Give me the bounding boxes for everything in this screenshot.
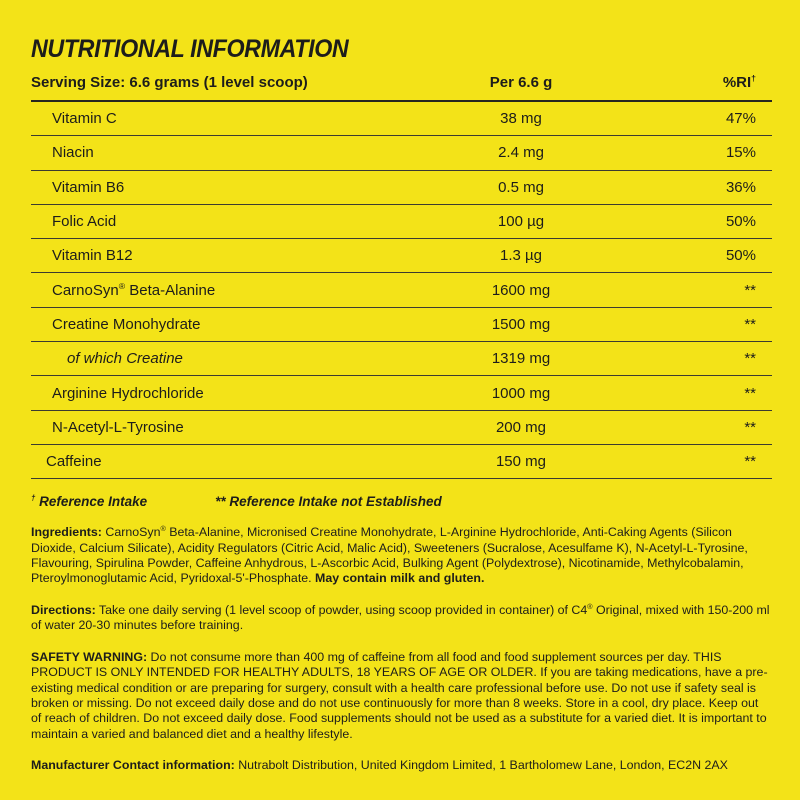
ri-column-header: %RI† [722,73,756,91]
safety-warning-label: SAFETY WARNING: [31,649,148,664]
nutrient-name: Folic Acid [52,213,117,231]
nutrient-ri: ** [744,315,756,333]
nutrient-name: Arginine Hydrochloride [52,384,204,402]
ingredients-label: Ingredients: [31,525,102,540]
serving-size-label: Serving Size: 6.6 grams (1 level scoop) [31,74,308,91]
directions-paragraph [31,603,772,634]
table-row-creatine-monohydrate [31,308,772,342]
nutrient-amount: 38 mg [500,110,542,128]
amount-column-header: Per 6.6 g [489,74,553,91]
footnote-reference-intake: † Reference Intake [31,493,148,510]
nutrient-amount: 1.3 µg [499,247,542,265]
nutrient-name: of which Creatine [67,350,183,368]
nutrient-ri: 15% [725,144,756,162]
ingredients-text: CarnoSyn® Beta-Alanine, Micronised Creatine Monohydrate, L-Arginine Hydrochloride, Anti-Caking Agents (Silicon Dioxide, Calcium Silicate), Acidity Regulators (Citric Acid, Malic Acid), Sweeteners (Sucralose, Acesulfame K), N-Acetyl-L-Tyrosine, Flavouring, Spirulina Powder, Caffeine Anhydrous, L-Ascorbic Acid, Bulking Agent (Polydextrose), Nicotinamide, Methylcobalamin, Pteroylmonoglutamic Acid, Pyridoxal-5'-Phosphate. [31,524,748,586]
ingredients-paragraph [31,525,772,587]
nutrient-ri: 36% [725,178,756,196]
table-row-folic-acid [31,205,772,239]
safety-warning-text: Do not consume more than 400 mg of caffeine from all food and food supplement sources per day. THIS PRODUCT IS ONLY INTENDED FOR HEALTHY ADULTS, 18 YEARS OF AGE OR OLDER. If you are taking medications, have a pre-existing medical condition or are preparing for surgery, consult with a health care professional before use. Do not use if safety seal is broken or missing. Do not exceed daily dose and do not use continuously for more than 8 weeks. Store in a cool, dry place. Keep out of reach of children. Do not exceed daily dose. Food supplements should not be used as a substitute for a varied diet. It is important to maintain a varied and balanced diet and a healthy lifestyle. [31,649,768,741]
table-row-arginine [31,376,772,410]
table-row-niacin [31,136,772,170]
nutrient-name: Caffeine [46,453,102,471]
table-row-vitamin-b6 [31,171,772,205]
nutrient-ri: ** [744,453,756,471]
manufacturer-text: Nutrabolt Distribution, United Kingdom Limited, 1 Bartholomew Lane, London, EC2N 2AX [234,758,728,773]
nutrient-ri: ** [744,281,756,299]
nutrient-ri: ** [744,350,756,368]
nutrient-name: CarnoSyn® Beta-Alanine [52,280,216,299]
directions-text: Take one daily serving (1 level scoop of powder, using scoop provided in container) of C4® Original, mixed with 150-200 ml of water 20-30 minutes before training. [31,601,770,633]
nutrient-ri: 50% [725,247,756,265]
nutrient-ri: 47% [725,110,756,128]
nutrient-amount: 200 mg [495,418,547,436]
nutrient-name: Niacin [52,144,94,162]
nutrient-amount: 1500 mg [491,315,551,333]
footnotes [31,494,772,509]
nutrient-name: Vitamin B6 [52,178,125,196]
safety-warning-paragraph [31,650,772,742]
table-row-vitamin-c [31,102,772,136]
nutrient-amount: 2.4 mg [498,144,544,162]
nutrient-amount: 0.5 mg [498,178,544,196]
nutrient-amount: 1000 mg [491,384,551,402]
table-row-vitamin-b12 [31,239,772,273]
table-row-beta-alanine [31,273,772,307]
table-row-caffeine [31,445,772,479]
table-row-tyrosine [31,411,772,445]
nutrient-name: Vitamin B12 [52,247,133,265]
table-header-row [31,62,772,102]
ingredients-allergen-note: May contain milk and gluten. [315,571,485,586]
nutrient-amount: 1319 mg [491,350,551,368]
footnote-not-established: ** Reference Intake not Established [215,494,442,510]
page-title: NUTRITIONAL INFORMATION [31,35,349,63]
nutrient-ri: ** [744,384,756,402]
manufacturer-paragraph [31,758,772,773]
nutrient-amount: 100 µg [497,213,545,231]
nutrient-amount: 1600 mg [491,281,551,299]
nutrient-name: Vitamin C [52,110,117,128]
manufacturer-label: Manufacturer Contact information: [31,758,235,773]
nutrient-amount: 150 mg [495,453,547,471]
table-row-of-which-creatine [31,342,772,376]
directions-label: Directions: [31,602,96,617]
nutrient-ri: 50% [725,213,756,231]
nutrient-ri: ** [744,418,756,436]
nutrient-name: Creatine Monohydrate [52,315,201,333]
nutrient-name: N-Acetyl-L-Tyrosine [52,418,184,436]
